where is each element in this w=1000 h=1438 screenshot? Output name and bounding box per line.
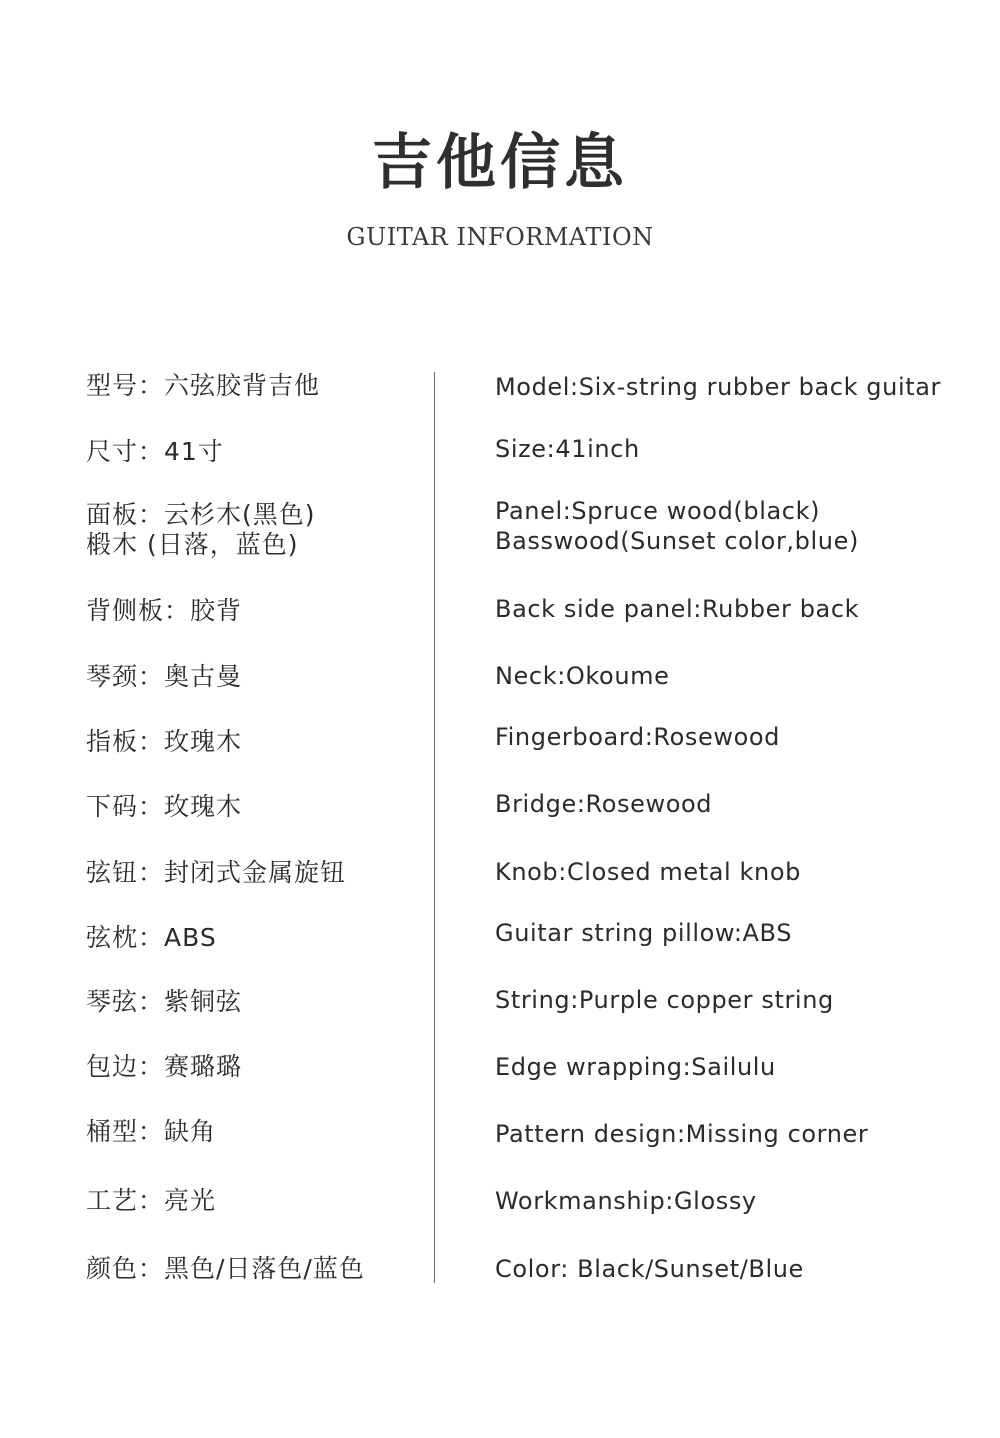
spec-cn-neck (86, 662, 242, 692)
spec-en-workmanship (495, 1186, 757, 1216)
spec-en-line: Pattern design:Missing corner (495, 1120, 869, 1148)
spec-cn-edge-wrapping (86, 1052, 242, 1082)
spec-en-line: Panel:Spruce wood(black) (495, 497, 821, 525)
spec-en-line: Basswood(Sunset color,blue) (495, 527, 859, 555)
spec-en-string (495, 985, 834, 1015)
spec-cn-knob (86, 858, 346, 888)
spec-cn-line: 颜色：黑色/日落色/蓝色 (86, 1254, 365, 1283)
spec-cn-line: 指板：玫瑰木 (86, 727, 243, 756)
spec-en-fingerboard (495, 722, 780, 752)
spec-en-knob (495, 857, 801, 887)
spec-en-line: Size:41inch (495, 435, 640, 463)
spec-cn-color (86, 1254, 365, 1284)
column-divider (434, 372, 435, 1283)
page-subtitle: GUITAR INFORMATION (346, 223, 654, 251)
spec-cn-string-pillow (86, 923, 217, 953)
spec-en-line: String:Purple copper string (495, 986, 834, 1014)
spec-en-line: Fingerboard:Rosewood (495, 723, 780, 751)
spec-en-line: Model:Six-string rubber back guitar (495, 373, 942, 401)
spec-en-bridge (495, 789, 712, 819)
spec-en-line: Back side panel:Rubber back (495, 595, 860, 623)
spec-cn-back-side (86, 596, 242, 626)
spec-en-line: Bridge:Rosewood (495, 790, 713, 818)
spec-en-model (495, 372, 941, 402)
spec-en-line: Color: Black/Sunset/Blue (495, 1255, 804, 1283)
spec-cn-size (86, 437, 224, 467)
spec-en-back-side (495, 594, 859, 624)
spec-cn-fingerboard (86, 727, 242, 757)
spec-cn-line: 琴弦：紫铜弦 (86, 987, 243, 1016)
spec-cn-line: 琴颈：奥古曼 (86, 662, 243, 691)
spec-cn-line: 下码：玫瑰木 (86, 792, 243, 821)
spec-en-panel (495, 496, 859, 556)
spec-en-neck (495, 661, 669, 691)
spec-en-edge-wrapping (495, 1052, 776, 1082)
spec-cn-line: 面板：云杉木(黑色) (86, 500, 316, 529)
spec-cn-line: 背侧板：胶背 (86, 596, 243, 625)
spec-en-line: Guitar string pillow:ABS (495, 919, 793, 947)
spec-en-color (495, 1254, 804, 1284)
spec-cn-line: 弦钮：封闭式金属旋钮 (86, 858, 347, 887)
spec-cn-model (86, 371, 320, 401)
spec-en-line: Edge wrapping:Sailulu (495, 1053, 776, 1081)
spec-cn-workmanship (86, 1186, 216, 1216)
page-title: 吉他信息 (372, 128, 628, 198)
spec-en-line: Workmanship:Glossy (495, 1187, 757, 1215)
spec-cn-line: 型号：六弦胶背吉他 (86, 371, 321, 400)
spec-cn-line: 尺寸：41寸 (86, 437, 224, 466)
spec-en-string-pillow (495, 918, 792, 948)
spec-cn-line: 椴木 (日落，蓝色) (86, 530, 299, 559)
spec-en-pattern (495, 1119, 868, 1149)
spec-cn-panel (86, 500, 316, 560)
spec-en-line: Neck:Okoume (495, 662, 670, 690)
spec-cn-string (86, 987, 242, 1017)
spec-cn-line: 桶型：缺角 (86, 1117, 217, 1146)
spec-en-line: Knob:Closed metal knob (495, 858, 801, 886)
spec-cn-line: 弦枕：ABS (86, 923, 217, 952)
spec-cn-line: 工艺：亮光 (86, 1186, 217, 1215)
spec-en-size (495, 434, 640, 464)
spec-cn-bridge (86, 792, 242, 822)
spec-cn-line: 包边：赛璐璐 (86, 1052, 243, 1081)
spec-cn-pattern (86, 1117, 216, 1147)
